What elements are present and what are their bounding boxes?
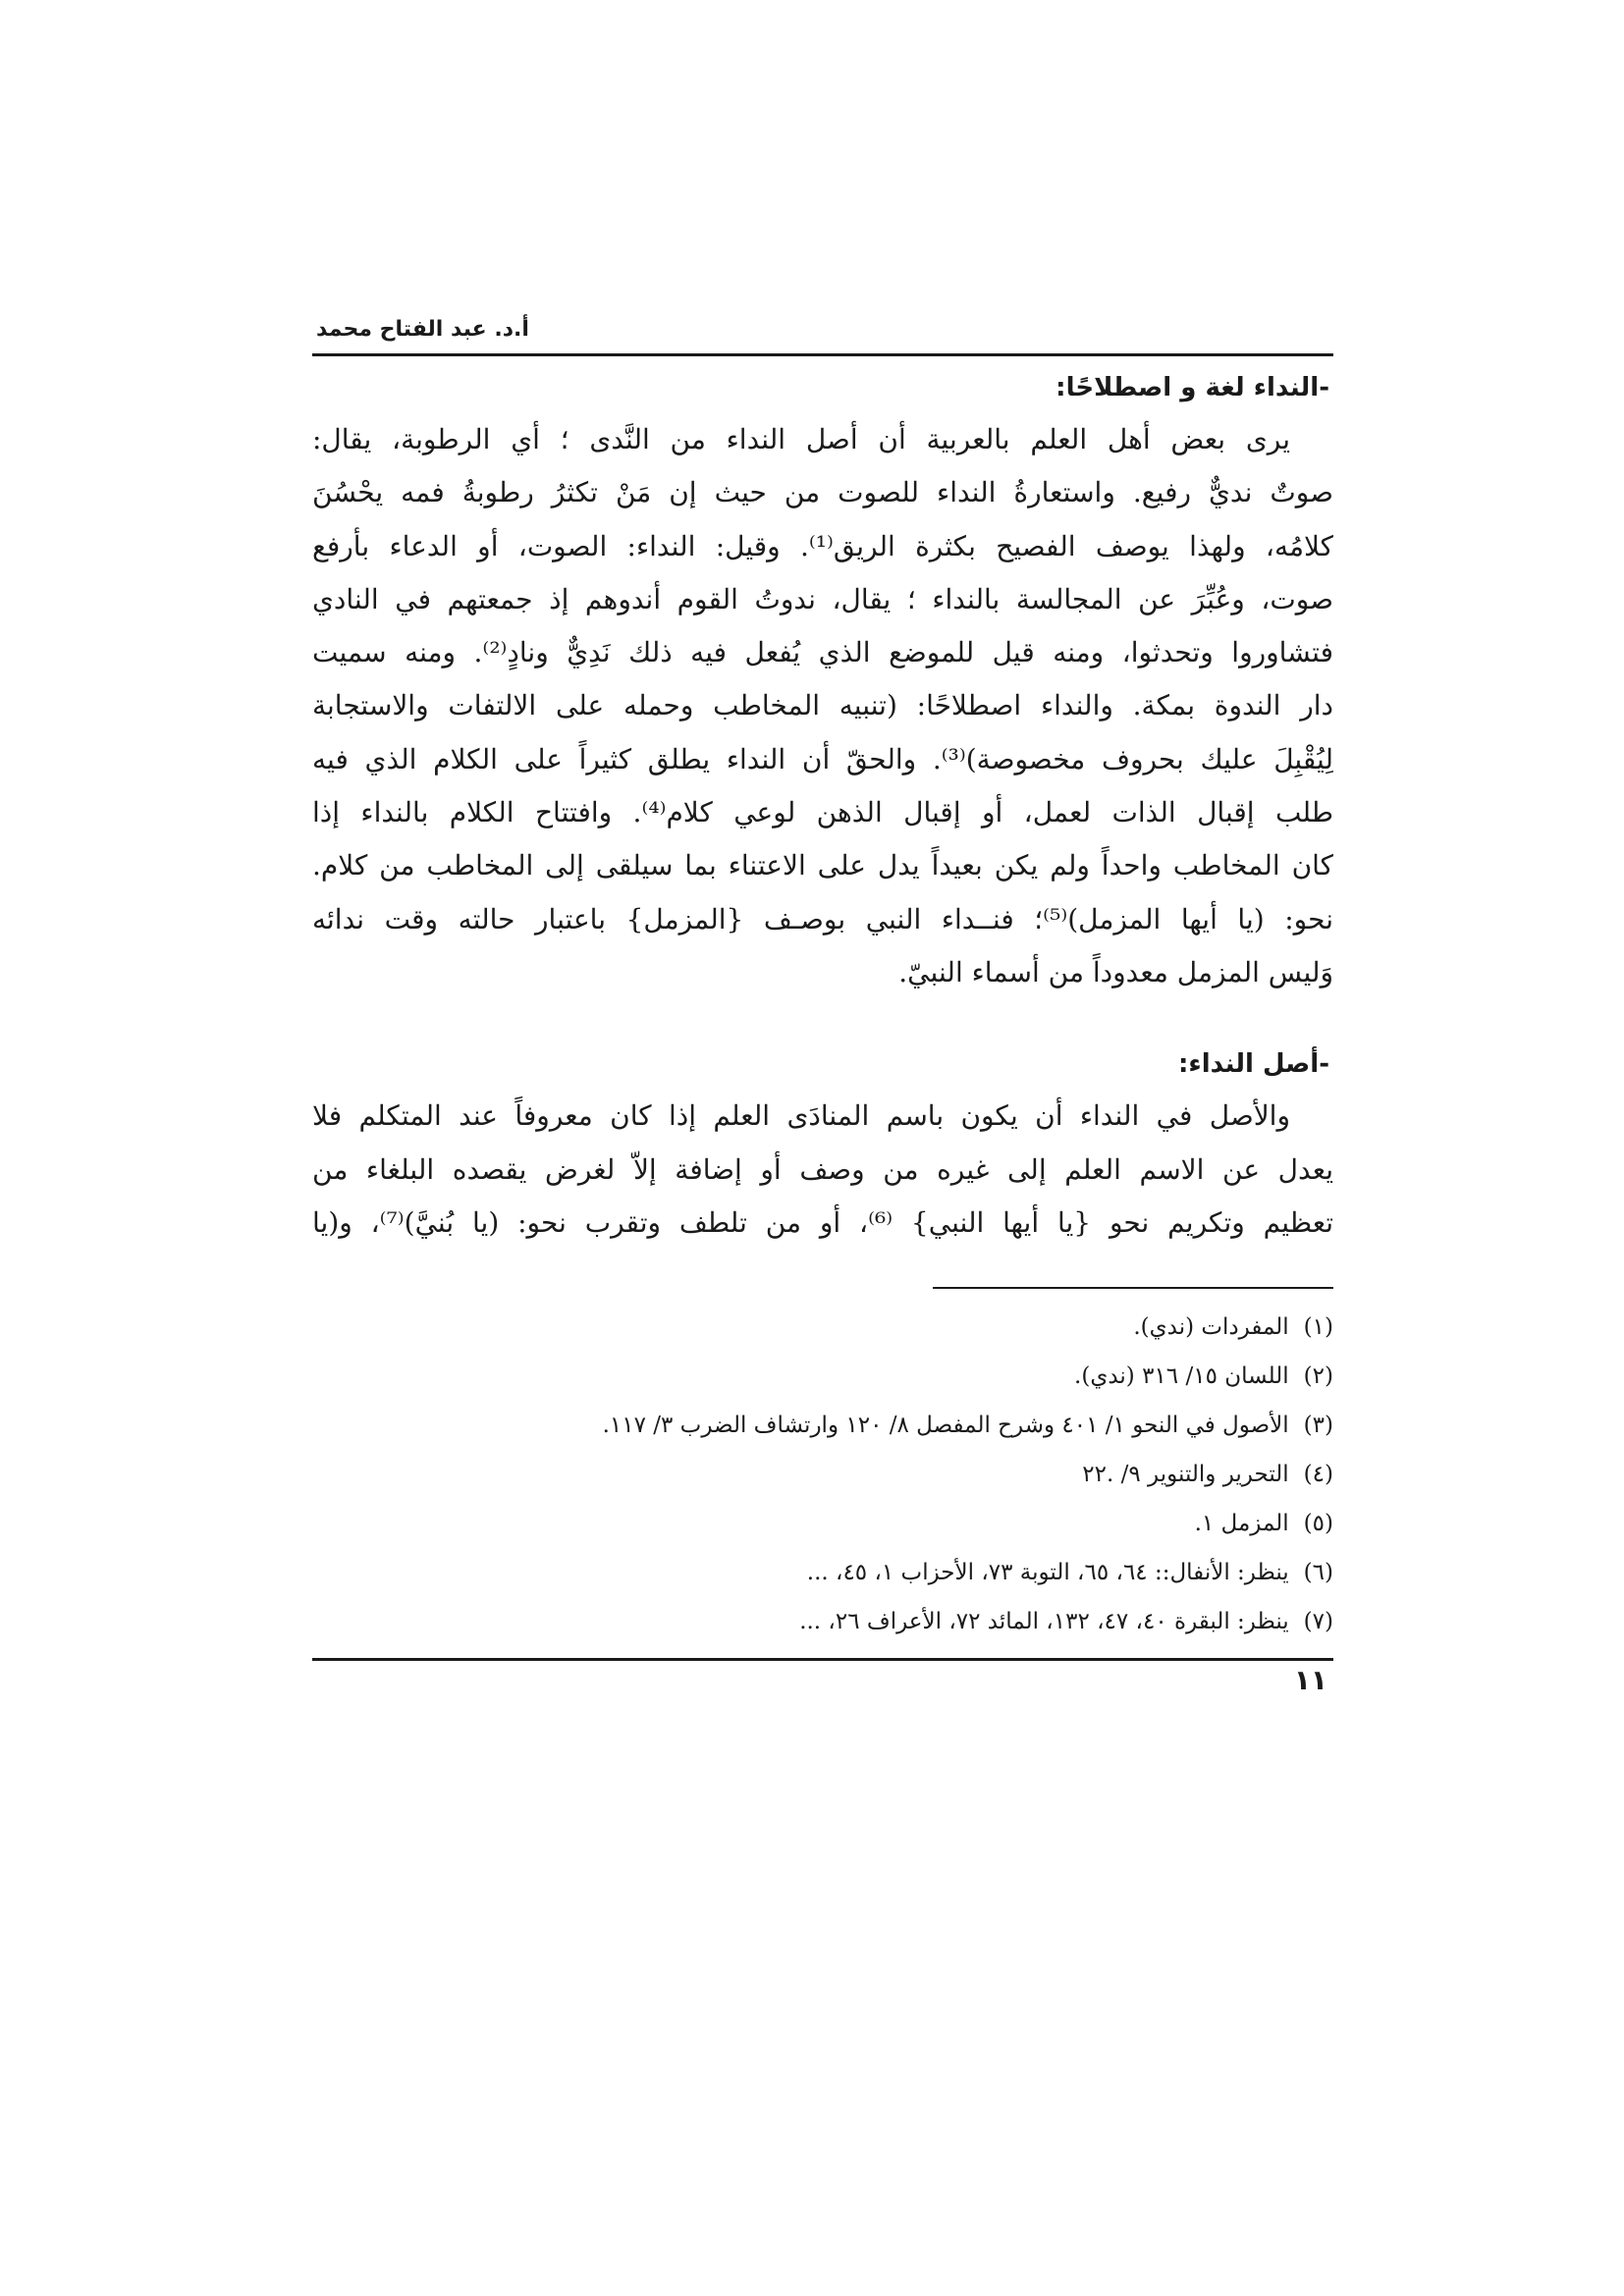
section-definition	[312, 368, 1333, 999]
text-line: كان المخاطب واحداً ولم يكن بعيداً يدل على الاعتناء بما سيلقى إلى المخاطب من كلام.	[312, 849, 1333, 882]
section-heading: -أصل النداء:	[1178, 1049, 1329, 1080]
footnote-item	[312, 1352, 1333, 1401]
footnote-number: (١)	[1303, 1314, 1333, 1341]
footnote-number: (٤)	[1303, 1462, 1333, 1488]
footnote-number: (٣)	[1303, 1413, 1333, 1439]
footnote-text: التحرير والتنوير ٩/ .٢٢	[1082, 1462, 1289, 1488]
footnote-text: ينظر: الأنفال:: ٦٤، ٦٥، التوبة ٧٣، الأحزاب ١، ٤٥، ...	[806, 1560, 1289, 1586]
text-line: فتشاوروا وتحدثوا، ومنه قيل للموضع الذي يُفعل فيه ذلك نَدِيٌّ ونادٍ⁽²⁾. ومنه سميت	[312, 636, 1333, 669]
running-header: أ.د. عبد الفتاح محمد	[316, 317, 529, 342]
footnote-text: ينظر: البقرة ٤٠، ٤٧، ١٣٢، المائد ٧٢، الأعراف ٢٦، ...	[799, 1609, 1289, 1635]
text-line: كلامُه، ولهذا يوصف الفصيح بكثرة الريق⁽¹⁾. وقيل: النداء: الصوت، أو الدعاء بأرفع	[312, 529, 1333, 562]
footnote-item	[312, 1597, 1333, 1646]
footnote-number: (٥)	[1303, 1511, 1333, 1537]
footnote-item	[312, 1303, 1333, 1352]
footnote-rule	[933, 1287, 1333, 1289]
text-line: والأصل في النداء أن يكون باسم المنادَى العلم إذا كان معروفاً عند المتكلم فلا	[312, 1099, 1290, 1133]
section-heading: -النداء لغة و اصطلاحًا:	[1056, 373, 1329, 402]
footnote-text: المفردات (ندي).	[1133, 1314, 1289, 1341]
section-origin	[312, 1044, 1333, 1250]
footnote-text: الأصول في النحو ١/ ٤٠١ وشرح المفصل ٨/ ١٢٠ وارتشاف الضرب ٣/ ١١٧.	[602, 1413, 1289, 1439]
text-line: صوتٌ نديٌّ رفيع. واستعارةُ النداء للصوت من حيث إن مَنْ تكثرُ رطوبةُ فمه يحْسُنَ	[312, 476, 1333, 509]
footnote-number: (٧)	[1303, 1609, 1333, 1635]
text-line: تعظيم وتكريم نحو {يا أيها النبي} ⁽⁶⁾، أو من تلطف وتقرب نحو: (يا بُنيَّ)⁽⁷⁾، و(يا	[312, 1205, 1333, 1239]
text-line: يعدل عن الاسم العلم إلى غيره من وصف أو إضافة إلاّ لغرض يقصده البلغاء من	[312, 1152, 1333, 1186]
text-line: صوت، وعُبِّرَ عن المجالسة بالنداء ؛ يقال، ندوتُ القوم أندوهم إذ جمعتهم في النادي	[312, 582, 1333, 615]
footnote-text: المزمل ١.	[1194, 1511, 1289, 1537]
footnote-number: (٦)	[1303, 1560, 1333, 1586]
page-number: ١١	[1293, 1664, 1327, 1697]
text-line: لِيُقْبِلَ عليك بحروف مخصوصة)⁽³⁾. والحقّ أن النداء يطلق كثيراً على الكلام الذي فيه	[312, 742, 1333, 775]
footnotes	[312, 1303, 1333, 1646]
footnote-number: (٢)	[1303, 1363, 1333, 1390]
text-line: وَليس المزمل معدوداً من أسماء النبيّ.	[898, 955, 1333, 988]
footnote-item	[312, 1548, 1333, 1597]
footnote-text: اللسان ١٥/ ٣١٦ (ندي).	[1074, 1363, 1289, 1390]
body-paragraph	[312, 1090, 1333, 1250]
header-rule	[312, 353, 1333, 356]
text-line: يرى بعض أهل العلم بالعربية أن أصل النداء من النَّدى ؛ أي الرطوبة، يقال:	[312, 423, 1290, 455]
text-line: دار الندوة بمكة. والنداء اصطلاحًا: (تنبيه المخاطب وحمله على الالتفات والاستجابة	[312, 689, 1333, 722]
footnote-item	[312, 1450, 1333, 1499]
text-line: طلب إقبال الذات لعمل، أو إقبال الذهن لوعي كلام⁽⁴⁾. وافتتاح الكلام بالنداء إذا	[312, 796, 1333, 829]
book-page	[312, 314, 1333, 1700]
body-paragraph	[312, 413, 1333, 999]
footnote-item	[312, 1499, 1333, 1548]
footnote-item	[312, 1401, 1333, 1450]
text-line: نحو: (يا أيها المزمل)⁽⁵⁾؛ فنــداء النبي بوصـف {المزمل} باعتبار حالته وقت ندائه	[312, 902, 1333, 935]
